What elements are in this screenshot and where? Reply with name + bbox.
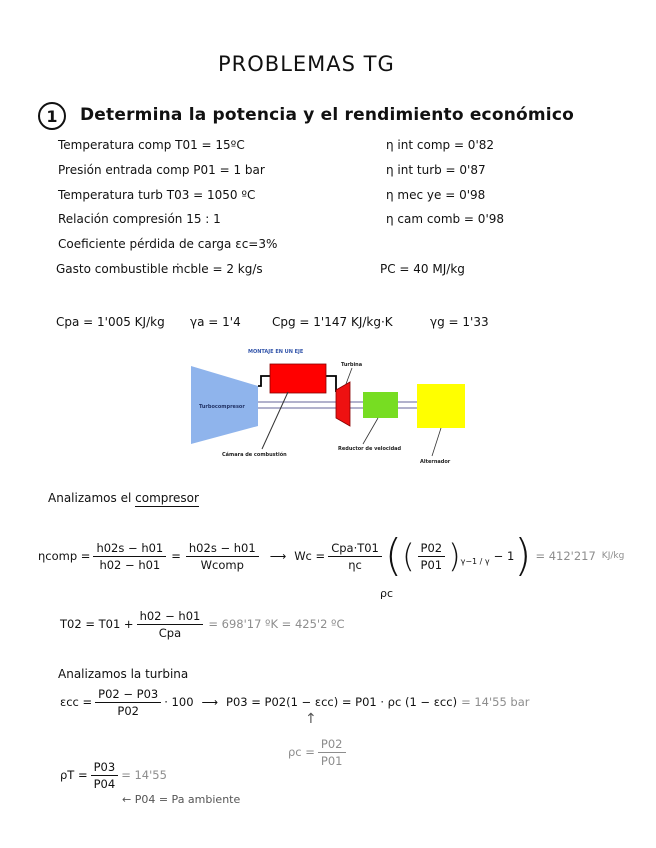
rho-c-num: P02 [318, 737, 346, 753]
wc-den: ηc [348, 557, 362, 572]
close-paren-med: ) [448, 537, 461, 575]
data-pressure-comp: Presión entrada comp P01 = 1 bar [58, 163, 265, 177]
reducer-pointer [363, 418, 378, 444]
arrow-icon-2: ⟶ [201, 695, 219, 709]
rho-c-lhs: ρc = [288, 745, 315, 759]
turbine-section-label: Analizamos la turbina [58, 667, 189, 681]
frac1-den: h02 − h01 [99, 557, 161, 572]
ecc-den: P02 [117, 703, 139, 718]
t02-num: h02 − h01 [137, 609, 204, 625]
rho-t-result: = 14'55 [121, 768, 167, 782]
p04-note: ← P04 = Pa ambiente [122, 793, 241, 806]
exponent: γ−1 / γ [460, 556, 490, 566]
rho-t-equation [60, 757, 167, 793]
turbine-shape [336, 382, 350, 426]
rho-c-den: P01 [320, 753, 343, 768]
p03-result: = 14'55 bar [461, 695, 530, 709]
wc-num: Cpa·T01 [328, 541, 382, 557]
chamber-connector-right [326, 376, 336, 392]
rho-t-den: P04 [93, 776, 116, 791]
compressor-equation-2 [60, 606, 345, 642]
gamma-air: γa = 1'4 [190, 315, 241, 329]
rho-t-fraction [91, 760, 119, 791]
compressor-equation-1 [38, 526, 624, 586]
pressure-ratio-num: P02 [418, 541, 446, 557]
data-temp-turb: Temperatura turb T03 = 1050 ºC [58, 188, 256, 202]
diagram-svg [188, 344, 468, 469]
t02-fraction [137, 609, 204, 640]
pressure-ratio-den: P01 [420, 557, 443, 572]
ecc-mult: · 100 [164, 695, 194, 709]
pressure-ratio-fraction [418, 541, 446, 572]
ecc-fraction [95, 687, 161, 718]
compressor-section-underlined: compresor [135, 491, 199, 505]
equals-sign: = [171, 549, 181, 563]
eta-cam-comb: η cam comb = 0'98 [386, 212, 505, 226]
data-pressure-loss: Coeficiente pérdida de carga εc=3% [58, 237, 278, 251]
problem-number: 1 [46, 106, 58, 126]
eta-int-comp: η int comp = 0'82 [386, 138, 495, 152]
work-compressor-unit: KJ/kg [601, 551, 625, 561]
work-compressor-result: = 412'217 [535, 549, 596, 563]
ecc-num: P02 − P03 [95, 687, 161, 703]
alternator-shape [417, 384, 465, 428]
frac2-den: Wcomp [200, 557, 244, 572]
frac2-num: h02s − h01 [186, 541, 259, 557]
up-arrow-icon: ↑ [305, 711, 317, 727]
problem-number-badge [38, 102, 66, 130]
gas-turbine-diagram [188, 344, 468, 469]
calorific-power: PC = 40 MJ/kg [380, 262, 465, 276]
eta-int-turb: η int turb = 0'87 [386, 163, 486, 177]
problem-heading: Determina la potencia y el rendimiento económico [80, 105, 574, 125]
cp-air: Cpa = 1'005 KJ/kg [56, 315, 165, 329]
t02-lhs: T02 = T01 + [60, 617, 134, 631]
close-paren-big: ) [514, 530, 532, 581]
eta-comp-lhs: ηcomp = [38, 549, 91, 563]
compressor-section-prefix: Analizamos el [48, 491, 136, 505]
arrow-icon: ⟶ [269, 549, 287, 563]
combustion-chamber-shape [270, 364, 326, 393]
eta-mec: η mec ye = 0'98 [386, 188, 486, 202]
data-temp-comp: Temperatura comp T01 = 15ºC [58, 138, 245, 152]
eta-comp-fraction-1 [93, 541, 166, 572]
rho-c-brace-label: ρc [380, 587, 394, 600]
data-fuel-flow: Gasto combustible ṁcble = 2 kg/s [56, 262, 263, 276]
compressor-label: Turbocompresor [199, 404, 245, 410]
turbine-equation-1 [60, 684, 530, 720]
minus-one: − 1 [493, 549, 515, 563]
wc-lhs: Wc = [294, 549, 326, 563]
ecc-lhs: εcc = [60, 695, 93, 709]
t02-result: = 698'17 ºK = 425'2 ºC [208, 617, 345, 631]
alternator-pointer [432, 428, 441, 456]
gamma-gas: γg = 1'33 [430, 315, 489, 329]
rho-c-fraction [318, 737, 346, 768]
open-paren-med: ( [402, 537, 415, 575]
chamber-pointer [262, 392, 288, 449]
turbine-pointer [346, 368, 352, 384]
cp-gas: Cpg = 1'147 KJ/kg·K [272, 315, 393, 329]
chamber-label: Cámara de combustión [222, 452, 287, 458]
open-paren-big: ( [384, 530, 403, 581]
rho-c-definition [288, 734, 349, 770]
chamber-connector-left [258, 376, 270, 386]
rho-t-num: P03 [91, 760, 119, 776]
turbine-label: Turbina [341, 362, 363, 368]
wc-fraction [328, 541, 382, 572]
t02-den: Cpa [158, 625, 182, 640]
compressor-section-label [48, 491, 199, 505]
reducer-label: Reductor de velocidad [338, 446, 402, 452]
alternator-label: Alternador [420, 459, 451, 465]
p03-expression: P03 = P02(1 − εcc) = P01 · ρc (1 − εcc) [226, 695, 458, 709]
diagram-title: MONTAJE EN UN EJE [248, 349, 304, 355]
frac1-num: h02s − h01 [93, 541, 166, 557]
reducer-shape [363, 392, 398, 418]
data-compression-ratio: Relación compresión 15 : 1 [58, 212, 221, 226]
eta-comp-fraction-2 [186, 541, 259, 572]
rho-t-lhs: ρT = [60, 768, 88, 782]
page-title: PROBLEMAS TG [218, 52, 395, 76]
